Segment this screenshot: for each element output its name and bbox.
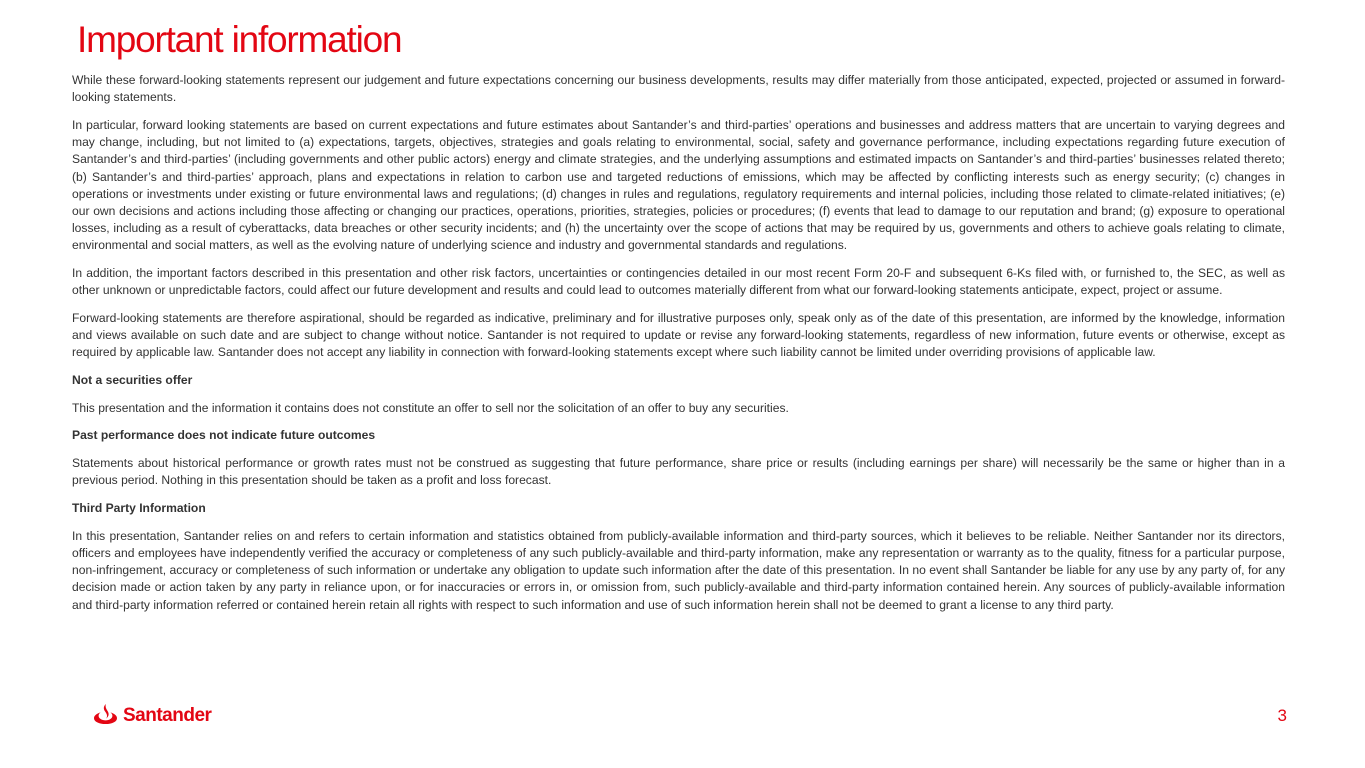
paragraph-not-securities-offer: This presentation and the information it contains does not constitute an offer to sell nor the solicitation of an offer to buy any securities. bbox=[72, 400, 789, 415]
flame-icon bbox=[93, 703, 118, 729]
paragraph-past-performance: Statements about historical performance or growth rates must not be construed as suggesting that future performance, share price or results (including earnings per share) will necessarily be the same or higher than in a previous period. Nothing in this presentation should be taken as a profit and loss forecast. bbox=[72, 456, 1285, 488]
disclaimer-body bbox=[72, 72, 1285, 624]
santander-logo bbox=[93, 703, 211, 729]
heading-third-party: Third Party Information bbox=[72, 501, 206, 516]
paragraph-forward-looking-intro: While these forward-looking statements represent our judgement and future expectations concerning our business developments, results may differ materially from those anticipated, expected, projected or assumed in forward-looking statements. bbox=[72, 73, 1285, 105]
paragraph-third-party: In this presentation, Santander relies on and refers to certain information and statistics obtained from publicly-available information and third-party sources, which it believes to be reliable. Neither Santander nor its directors, officers and employees have independently verified the accuracy or completeness of any such publicly-available and third-party information, make any representation or warranty as to the quality, fitness for a particular purpose, non-infringement, accuracy or completeness of such information or undertake any obligation to update such information after the date of this presentation. In no event shall Santander be liable for any use by any party of, for any decision made or action taken by any party in reliance upon, or for inaccuracies or errors in, or omission from, such publicly-available and third-party information contained herein. Any sources of publicly-available information and third-party information referred or contained herein retain all rights with respect to such information and use of such information herein shall not be deemed to grant a license to any third party. bbox=[72, 528, 1285, 612]
page-number: 3 bbox=[1277, 706, 1287, 725]
paragraph-risk-factors: In addition, the important factors described in this presentation and other risk factors, uncertainties or contingencies detailed in our most recent Form 20-F and subsequent 6-Ks filed with, or furnished to, the SEC, as well as other unknown or unpredictable factors, could affect our future development and results and could lead to outcomes materially different from what our forward-looking statements anticipate, expect, project or assume. bbox=[72, 266, 1285, 298]
page-title: Important information bbox=[77, 19, 402, 60]
paragraph-forward-looking-particular: In particular, forward looking statements are based on current expectations and future estimates about Santander’s and third-parties’ operations and businesses and address matters that are uncertain to varying degrees and may change, including, but not limited to (a) expectations, targets, objectives, strategies and goals relating to environmental, social, safety and governance performance, including expectations regarding future execution of Santander’s and third-parties’ (including governments and other public actors) energy and climate strategies, and the underlying assumptions and estimated impacts on Santander’s and third-parties’ businesses related thereto; (b) Santander’s and third-parties’ approach, plans and expectations in relation to carbon use and targeted reductions of emissions, which may be affected by conflicting interests such as energy security; (c) changes in operations or investments under existing or future environmental laws and regulations; (d) changes in rules and regulations, regulatory requirements and internal policies, including those related to climate-related initiatives; (e) our own decisions and actions including those affecting or changing our practices, operations, priorities, strategies, policies or procedures; (f) events that lead to damage to our reputation and brand; (g) exposure to operational losses, including as a result of cyberattacks, data breaches or other security incidents; and (h) the uncertainty over the scope of actions that may be required by us, governments and others to achieve goals relating to climate, environmental and social matters, as well as the evolving nature of underlying science and industry and governmental standards and regulations. bbox=[72, 117, 1285, 253]
heading-past-performance: Past performance does not indicate future outcomes bbox=[72, 428, 376, 443]
paragraph-aspirational: Forward-looking statements are therefore aspirational, should be regarded as indicative, preliminary and for illustrative purposes only, speak only as of the date of this presentation, are informed by the knowledge, information and views available on such date and are subject to change without notice. Santander is not required to update or revise any forward-looking statements, regardless of new information, future events or otherwise, except as required by applicable law. Santander does not accept any liability in connection with forward-looking statements except where such liability cannot be limited under overriding provisions of applicable law. bbox=[72, 310, 1285, 360]
heading-not-securities-offer: Not a securities offer bbox=[72, 373, 193, 388]
logo-wordmark: Santander bbox=[123, 705, 212, 726]
